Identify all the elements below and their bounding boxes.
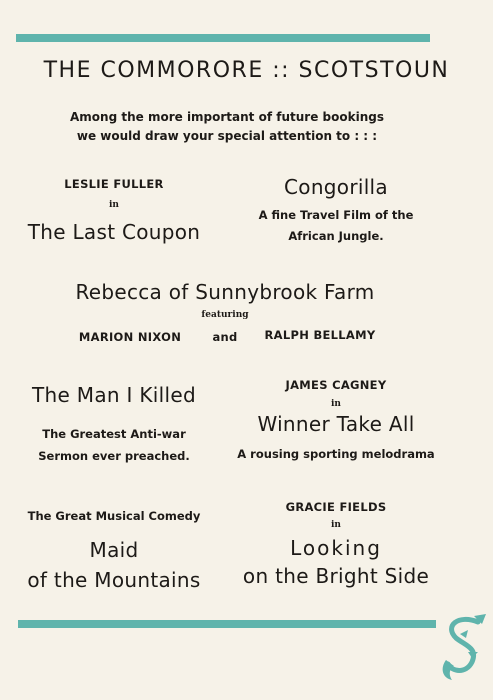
last-coupon-star: LESLIE FULLER [64,177,164,191]
winner-star: JAMES CAGNEY [285,378,387,392]
maid-title-2: of the Mountains [27,568,201,592]
winner-title: Winner Take All [257,412,415,436]
rebecca-star-1: MARION NIXON [78,330,182,344]
man-i-killed-desc-2: Sermon ever preached. [38,449,190,463]
top-rule [16,34,430,42]
congorilla-desc-2: African Jungle. [288,229,384,243]
sea-serpent-icon [438,612,490,684]
looking-title-2: on the Bright Side [242,564,430,588]
maid-intro: The Great Musical Comedy [27,509,201,523]
last-coupon-title: The Last Coupon [27,220,201,244]
rebecca-featuring: featuring [201,310,249,320]
maid-title-1: Maid [89,538,139,562]
winner-desc: A rousing sporting melodrama [237,447,435,461]
congorilla-desc-1: A fine Travel Film of the [258,208,414,222]
looking-in: in [331,520,341,530]
rebecca-title: Rebecca of Sunnybrook Farm [75,280,375,304]
rebecca-star-2: RALPH BELLAMY [264,328,376,342]
bottom-rule [18,620,436,628]
rebecca-and: and [212,330,238,344]
congorilla-title: Congorilla [284,175,388,199]
winner-in: in [331,399,341,409]
looking-star: GRACIE FIELDS [285,500,387,514]
man-i-killed-desc-1: The Greatest Anti-war [42,427,186,441]
intro-line-1: Among the more important of future bookings [70,110,384,124]
page-title: THE COMMORORE :: SCOTSTOUN [43,58,450,83]
last-coupon-in: in [109,200,119,210]
looking-title-1: Looking [290,536,382,560]
man-i-killed-title: The Man I Killed [32,383,196,407]
intro-line-2: we would draw your special attention to : : : [76,129,378,143]
